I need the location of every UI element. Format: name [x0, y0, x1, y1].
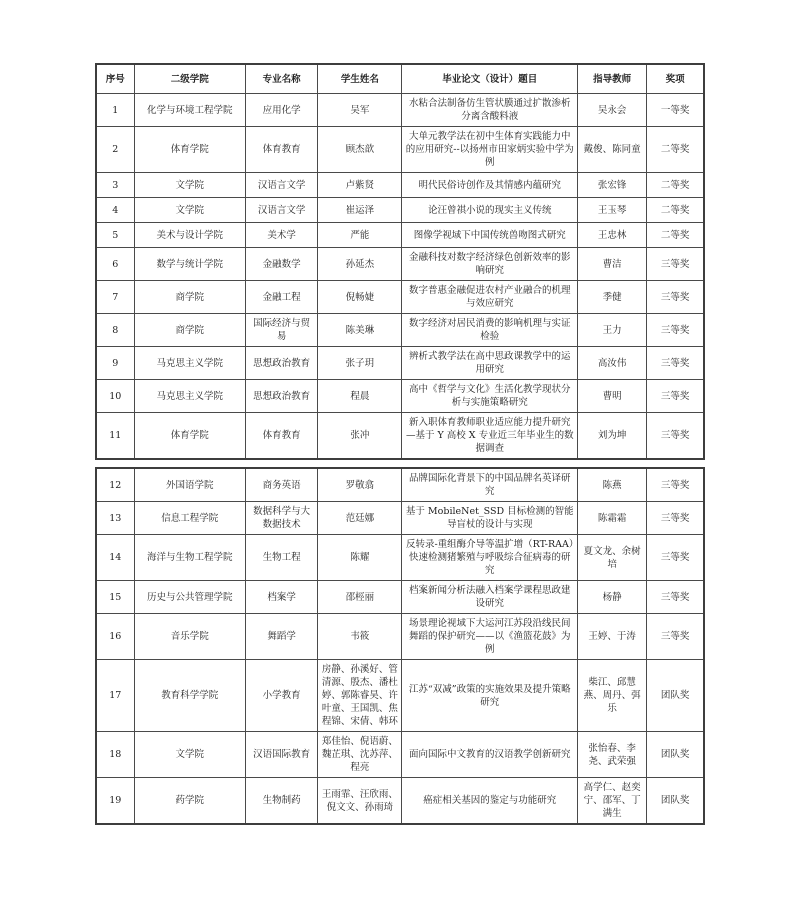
cell-major: 体育教育 — [245, 413, 317, 460]
cell-major: 思想政治教育 — [245, 347, 317, 380]
cell-college: 马克思主义学院 — [134, 380, 245, 413]
cell-college: 文学院 — [134, 173, 245, 198]
cell-award: 二等奖 — [647, 198, 704, 223]
cell-title: 论汪曾祺小说的现实主义传统 — [402, 198, 578, 223]
cell-no: 2 — [96, 127, 134, 173]
cell-award: 三等奖 — [647, 468, 704, 502]
cell-advisors: 王婷、于涛 — [578, 614, 647, 660]
table-row — [96, 281, 704, 314]
cell-students: 顾杰歆 — [318, 127, 402, 173]
cell-major: 商务英语 — [245, 468, 317, 502]
cell-college: 历史与公共管理学院 — [134, 581, 245, 614]
cell-title: 数字经济对居民消费的影响机理与实证检验 — [402, 314, 578, 347]
cell-students: 罗敬翕 — [318, 468, 402, 502]
cell-students: 房静、孙溪好、管清源、殷杰、潘杜婷、郭陈睿昊、许叶童、王国凯、焦程锦、宋倩、韩环 — [318, 660, 402, 732]
cell-no: 3 — [96, 173, 134, 198]
cell-college: 文学院 — [134, 732, 245, 778]
cell-major: 应用化学 — [245, 94, 317, 127]
cell-students: 郑佳怡、倪语蔚、魏芷琪、沈苏萍、程亮 — [318, 732, 402, 778]
cell-students: 程晨 — [318, 380, 402, 413]
cell-advisors: 刘为坤 — [578, 413, 647, 460]
cell-major: 档案学 — [245, 581, 317, 614]
cell-advisors: 曹洁 — [578, 248, 647, 281]
cell-major: 汉语言文学 — [245, 198, 317, 223]
cell-award: 三等奖 — [647, 248, 704, 281]
cell-title: 新入职体育教师职业适应能力提升研究—基于 Y 高校 X 专业近三年毕业生的数据调查 — [402, 413, 578, 460]
cell-no: 16 — [96, 614, 134, 660]
table-row — [96, 468, 704, 502]
cell-no: 4 — [96, 198, 134, 223]
table-row — [96, 502, 704, 535]
cell-award: 三等奖 — [647, 314, 704, 347]
cell-no: 10 — [96, 380, 134, 413]
cell-major: 数据科学与大数据技术 — [245, 502, 317, 535]
cell-advisors: 高学仁、赵奕宁、邵军、丁满生 — [578, 778, 647, 825]
cell-major: 小学教育 — [245, 660, 317, 732]
cell-award: 三等奖 — [647, 413, 704, 460]
table-row — [96, 732, 704, 778]
cell-title: 癌症相关基因的鉴定与功能研究 — [402, 778, 578, 825]
cell-students: 崔运泽 — [318, 198, 402, 223]
cell-students: 孙延杰 — [318, 248, 402, 281]
cell-no: 5 — [96, 223, 134, 248]
cell-students: 邵桱丽 — [318, 581, 402, 614]
cell-major: 金融数学 — [245, 248, 317, 281]
cell-students: 王雨霏、汪欣雨、倪文文、孙雨琦 — [318, 778, 402, 825]
cell-college: 化学与环境工程学院 — [134, 94, 245, 127]
cell-students: 张冲 — [318, 413, 402, 460]
cell-students: 严能 — [318, 223, 402, 248]
cell-no: 19 — [96, 778, 134, 825]
cell-title: 基于 MobileNet_SSD 目标检测的智能导盲杖的设计与实现 — [402, 502, 578, 535]
document-page — [95, 63, 707, 825]
table-body-part-2 — [96, 468, 704, 824]
header-row — [96, 64, 704, 94]
cell-major: 思想政治教育 — [245, 380, 317, 413]
cell-no: 1 — [96, 94, 134, 127]
cell-advisors: 曹明 — [578, 380, 647, 413]
table-row — [96, 660, 704, 732]
cell-major: 汉语言文学 — [245, 173, 317, 198]
table-row — [96, 198, 704, 223]
cell-award: 二等奖 — [647, 127, 704, 173]
cell-no: 11 — [96, 413, 134, 460]
table-row — [96, 581, 704, 614]
cell-advisors: 杨静 — [578, 581, 647, 614]
cell-college: 数学与统计学院 — [134, 248, 245, 281]
cell-no: 6 — [96, 248, 134, 281]
cell-college: 商学院 — [134, 281, 245, 314]
header-title: 毕业论文（设计）题目 — [402, 64, 578, 94]
cell-college: 马克思主义学院 — [134, 347, 245, 380]
cell-no: 13 — [96, 502, 134, 535]
cell-college: 信息工程学院 — [134, 502, 245, 535]
cell-title: 明代民俗诗创作及其情感内蕴研究 — [402, 173, 578, 198]
table-row — [96, 248, 704, 281]
cell-award: 三等奖 — [647, 614, 704, 660]
cell-title: 档案新闻分析法融入档案学课程思政建设研究 — [402, 581, 578, 614]
cell-advisors: 柴江、邱慧燕、周丹、弭乐 — [578, 660, 647, 732]
cell-advisors: 王力 — [578, 314, 647, 347]
cell-award: 团队奖 — [647, 660, 704, 732]
header-advisors: 指导教师 — [578, 64, 647, 94]
table-row — [96, 778, 704, 825]
cell-award: 三等奖 — [647, 281, 704, 314]
cell-college: 音乐学院 — [134, 614, 245, 660]
cell-award: 三等奖 — [647, 502, 704, 535]
table-row — [96, 94, 704, 127]
cell-award: 二等奖 — [647, 223, 704, 248]
cell-college: 美术与设计学院 — [134, 223, 245, 248]
cell-advisors: 王忠林 — [578, 223, 647, 248]
cell-award: 三等奖 — [647, 535, 704, 581]
cell-college: 体育学院 — [134, 413, 245, 460]
cell-major: 生物工程 — [245, 535, 317, 581]
cell-no: 8 — [96, 314, 134, 347]
table-row — [96, 614, 704, 660]
header-students: 学生姓名 — [318, 64, 402, 94]
cell-major: 金融工程 — [245, 281, 317, 314]
header-college: 二级学院 — [134, 64, 245, 94]
cell-title: 面向国际中文教育的汉语教学创新研究 — [402, 732, 578, 778]
cell-major: 美术学 — [245, 223, 317, 248]
cell-award: 三等奖 — [647, 380, 704, 413]
cell-award: 三等奖 — [647, 581, 704, 614]
cell-students: 陈耀 — [318, 535, 402, 581]
header-award: 奖项 — [647, 64, 704, 94]
cell-no: 12 — [96, 468, 134, 502]
table-header — [96, 64, 704, 94]
cell-advisors: 高汝伟 — [578, 347, 647, 380]
cell-award: 一等奖 — [647, 94, 704, 127]
cell-students: 张子玥 — [318, 347, 402, 380]
cell-major: 体育教育 — [245, 127, 317, 173]
cell-college: 体育学院 — [134, 127, 245, 173]
table-row — [96, 223, 704, 248]
cell-advisors: 陈霜霜 — [578, 502, 647, 535]
cell-title: 场景理论视域下大运河江苏段沿线民间舞蹈的保护研究——以《渔篮花鼓》为例 — [402, 614, 578, 660]
cell-students: 韦筱 — [318, 614, 402, 660]
table-row — [96, 413, 704, 460]
cell-advisors: 夏文龙、余树培 — [578, 535, 647, 581]
table-row — [96, 127, 704, 173]
header-no: 序号 — [96, 64, 134, 94]
cell-college: 海洋与生物工程学院 — [134, 535, 245, 581]
cell-college: 外国语学院 — [134, 468, 245, 502]
cell-advisors: 张怡春、李尧、武荣强 — [578, 732, 647, 778]
cell-no: 15 — [96, 581, 134, 614]
cell-students: 陈美琳 — [318, 314, 402, 347]
cell-title: 水粘合法制备仿生管状膜通过扩散渗析分离含酸料液 — [402, 94, 578, 127]
cell-students: 倪畅婕 — [318, 281, 402, 314]
cell-title: 辨析式教学法在高中思政课教学中的运用研究 — [402, 347, 578, 380]
cell-advisors: 张宏锋 — [578, 173, 647, 198]
cell-advisors: 王玉琴 — [578, 198, 647, 223]
cell-advisors: 陈燕 — [578, 468, 647, 502]
cell-title: 大单元教学法在初中生体育实践能力中的应用研究--以扬州市田家炳实验中学为例 — [402, 127, 578, 173]
cell-no: 14 — [96, 535, 134, 581]
table-body-part-1 — [96, 94, 704, 460]
cell-no: 17 — [96, 660, 134, 732]
cell-title: 高中《哲学与文化》生活化教学现状分析与实施策略研究 — [402, 380, 578, 413]
cell-students: 范廷娜 — [318, 502, 402, 535]
cell-title: 数字普惠金融促进农村产业融合的机理与效应研究 — [402, 281, 578, 314]
cell-award: 团队奖 — [647, 778, 704, 825]
award-table-part-2 — [95, 467, 705, 825]
cell-students: 吴军 — [318, 94, 402, 127]
cell-major: 生物制药 — [245, 778, 317, 825]
cell-college: 商学院 — [134, 314, 245, 347]
cell-title: 江苏“双减”政策的实施效果及提升策略研究 — [402, 660, 578, 732]
cell-college: 教育科学学院 — [134, 660, 245, 732]
cell-advisors: 季健 — [578, 281, 647, 314]
cell-title: 反转录-重组酶介导等温扩增（RT-RAA）快速检测猪繁殖与呼吸综合征病毒的研究 — [402, 535, 578, 581]
cell-no: 9 — [96, 347, 134, 380]
cell-title: 图像学视域下中国传统兽吻图式研究 — [402, 223, 578, 248]
header-major: 专业名称 — [245, 64, 317, 94]
table-row — [96, 380, 704, 413]
table-row — [96, 347, 704, 380]
cell-major: 舞蹈学 — [245, 614, 317, 660]
cell-major: 汉语国际教育 — [245, 732, 317, 778]
cell-no: 18 — [96, 732, 134, 778]
award-table-part-1 — [95, 63, 705, 460]
cell-students: 卢紫贤 — [318, 173, 402, 198]
cell-advisors: 吴永会 — [578, 94, 647, 127]
cell-title: 金融科技对数字经济绿色创新效率的影响研究 — [402, 248, 578, 281]
cell-award: 团队奖 — [647, 732, 704, 778]
table-row — [96, 314, 704, 347]
table-row — [96, 535, 704, 581]
cell-title: 品牌国际化背景下的中国品牌名英译研究 — [402, 468, 578, 502]
cell-award: 三等奖 — [647, 347, 704, 380]
cell-college: 药学院 — [134, 778, 245, 825]
table-row — [96, 173, 704, 198]
cell-advisors: 戴俊、陈同童 — [578, 127, 647, 173]
cell-major: 国际经济与贸易 — [245, 314, 317, 347]
cell-award: 二等奖 — [647, 173, 704, 198]
cell-no: 7 — [96, 281, 134, 314]
cell-college: 文学院 — [134, 198, 245, 223]
